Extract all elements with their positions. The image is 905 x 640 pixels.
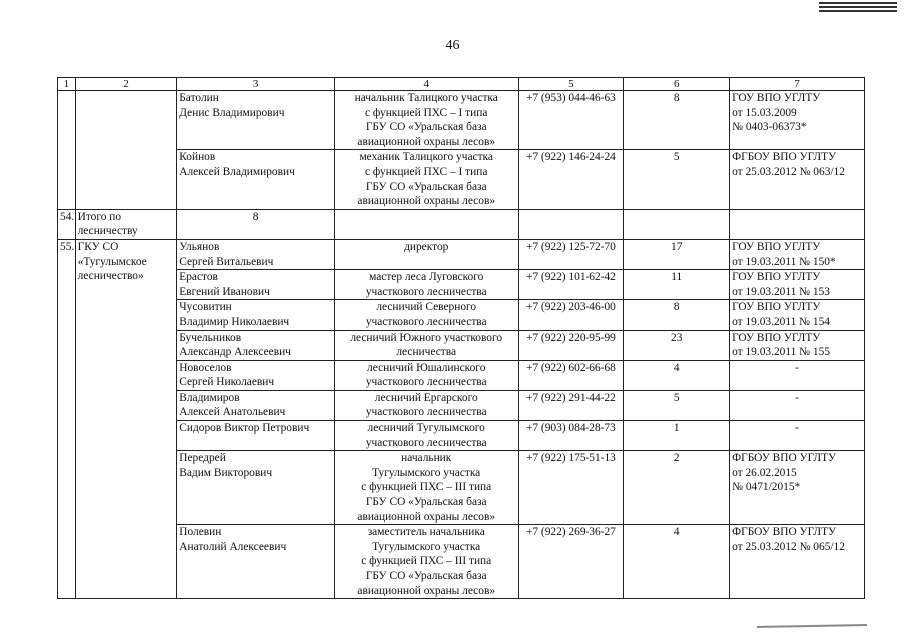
table-row bbox=[58, 525, 865, 599]
position-line: авиационной охраны лесов» bbox=[357, 584, 496, 597]
position-line: с функцией ПХС – III типа bbox=[361, 555, 492, 568]
position-cell bbox=[334, 390, 518, 420]
person-name-line: Сидоров Виктор Петрович bbox=[179, 422, 310, 435]
position-line: участкового лесничества bbox=[365, 315, 487, 328]
phone-cell: +7 (922) 220-95-99 bbox=[518, 330, 624, 360]
column-header: 6 bbox=[624, 78, 730, 91]
education-cell bbox=[730, 525, 865, 599]
position-cell bbox=[334, 451, 518, 525]
total-count-cell bbox=[177, 209, 335, 239]
scan-edge-mark bbox=[819, 10, 897, 12]
person-name-cell bbox=[177, 330, 335, 360]
education-line: № 0471/2015* bbox=[732, 481, 801, 494]
position-line: заместитель начальника bbox=[367, 526, 485, 539]
table-row bbox=[58, 330, 865, 360]
education-line: № 0403-06373* bbox=[732, 121, 807, 134]
education-line: от 19.03.2011 № 154 bbox=[732, 315, 830, 328]
person-name-line: Передрей bbox=[179, 452, 226, 465]
phone-cell: +7 (922) 125-72-70 bbox=[518, 239, 624, 269]
education-line: ФГБОУ ВПО УГЛТУ bbox=[732, 452, 837, 465]
person-name-line: Вадим Викторович bbox=[179, 466, 273, 479]
position-line: с функцией ПХС – I типа bbox=[365, 165, 488, 178]
person-name-cell bbox=[177, 390, 335, 420]
education-cell bbox=[730, 360, 865, 390]
position-line: лесничий Ергарского bbox=[374, 391, 478, 404]
position-cell bbox=[334, 239, 518, 269]
row-number-cell bbox=[58, 91, 76, 210]
person-name-line: Денис Владимирович bbox=[179, 106, 285, 119]
position-line: с функцией ПХС – I типа bbox=[365, 106, 488, 119]
education-cell bbox=[730, 209, 865, 239]
phone-cell: +7 (922) 146-24-24 bbox=[518, 150, 624, 209]
person-name-line: Полевин bbox=[179, 526, 222, 539]
person-name-cell bbox=[177, 525, 335, 599]
position-line: участкового лесничества bbox=[365, 436, 487, 449]
position-line: лесничий Тугулымского bbox=[367, 422, 485, 435]
education-line: ФГБОУ ВПО УГЛТУ bbox=[732, 151, 837, 164]
education-cell bbox=[730, 239, 865, 269]
position-line: авиационной охраны лесов» bbox=[357, 195, 496, 208]
position-cell bbox=[334, 330, 518, 360]
organization-line: лесничеству bbox=[77, 225, 138, 238]
table-row bbox=[58, 421, 865, 451]
education-line: от 26.02.2015 bbox=[732, 466, 797, 479]
position-cell bbox=[334, 270, 518, 300]
person-name-line: Новоселов bbox=[179, 361, 232, 374]
position-cell bbox=[334, 525, 518, 599]
staff-table bbox=[57, 77, 865, 599]
person-name-line: Анатолий Алексеевич bbox=[179, 540, 287, 553]
person-name-cell bbox=[177, 270, 335, 300]
education-line: - bbox=[795, 391, 799, 404]
phone-cell: +7 (922) 203-46-00 bbox=[518, 300, 624, 330]
signature-mark bbox=[757, 624, 867, 632]
person-name-cell bbox=[177, 421, 335, 451]
experience-cell: 11 bbox=[624, 270, 730, 300]
person-name-line: Чусовитин bbox=[179, 301, 232, 314]
person-name-line: Койнов bbox=[179, 151, 216, 164]
education-cell bbox=[730, 300, 865, 330]
position-line: авиационной охраны лесов» bbox=[357, 135, 496, 148]
phone-cell: +7 (922) 101-62-42 bbox=[518, 270, 624, 300]
education-line: от 25.03.2012 № 063/12 bbox=[732, 165, 845, 178]
education-cell bbox=[730, 390, 865, 420]
education-line: от 19.03.2011 № 153 bbox=[732, 285, 830, 298]
row-number-cell: 54. bbox=[58, 209, 76, 239]
education-line: - bbox=[795, 422, 799, 435]
education-cell bbox=[730, 91, 865, 150]
organization-line: ГКУ СО bbox=[77, 240, 119, 253]
education-line: ГОУ ВПО УГЛТУ bbox=[732, 331, 821, 344]
position-cell bbox=[334, 300, 518, 330]
table-row bbox=[58, 150, 865, 209]
phone-cell bbox=[518, 209, 624, 239]
person-name-cell bbox=[177, 300, 335, 330]
experience-cell: 4 bbox=[624, 525, 730, 599]
person-name-cell bbox=[177, 360, 335, 390]
position-line: участкового лесничества bbox=[365, 406, 487, 419]
table-row bbox=[58, 270, 865, 300]
table-row bbox=[58, 239, 865, 269]
position-line: мастер леса Луговского bbox=[369, 271, 484, 284]
position-line: лесничества bbox=[396, 346, 457, 359]
table-row bbox=[58, 300, 865, 330]
organization-cell bbox=[75, 209, 177, 239]
position-cell bbox=[334, 421, 518, 451]
phone-cell: +7 (953) 044-46-63 bbox=[518, 91, 624, 150]
person-name-line: Батолин bbox=[179, 92, 219, 104]
person-name-line: Алексей Анатольевич bbox=[179, 406, 286, 419]
person-name-line: Александр Алексеевич bbox=[179, 346, 291, 359]
experience-cell: 17 bbox=[624, 239, 730, 269]
position-cell bbox=[334, 209, 518, 239]
scan-edge-mark bbox=[819, 6, 897, 8]
education-line: ГОУ ВПО УГЛТУ bbox=[732, 92, 821, 104]
person-name-line: Владимиров bbox=[179, 391, 240, 404]
position-line: лесничий Юшалинского bbox=[367, 361, 486, 374]
position-line: лесничий Южного участкового bbox=[350, 331, 503, 344]
position-line: ГБУ СО «Уральская база bbox=[365, 570, 487, 582]
education-line: ФГБОУ ВПО УГЛТУ bbox=[732, 526, 837, 539]
position-line: ГБУ СО «Уральская база bbox=[365, 121, 487, 134]
experience-cell bbox=[624, 209, 730, 239]
experience-cell: 5 bbox=[624, 150, 730, 209]
organization-line: Итого по bbox=[77, 210, 122, 223]
education-cell bbox=[730, 330, 865, 360]
position-cell bbox=[334, 150, 518, 209]
position-line: лесничий Северного bbox=[376, 301, 477, 314]
experience-cell: 4 bbox=[624, 360, 730, 390]
position-line: начальник Талицкого участка bbox=[354, 92, 498, 104]
scan-edge-mark bbox=[819, 2, 897, 4]
person-name-line: Евгений Иванович bbox=[179, 285, 270, 298]
position-cell bbox=[334, 91, 518, 150]
page-number: 46 bbox=[445, 38, 460, 53]
phone-cell: +7 (922) 175-51-13 bbox=[518, 451, 624, 525]
education-cell bbox=[730, 421, 865, 451]
position-line: участкового лесничества bbox=[365, 285, 487, 298]
row-number-cell: 55. bbox=[58, 239, 76, 598]
position-line: ГБУ СО «Уральская база bbox=[365, 496, 487, 509]
education-cell bbox=[730, 270, 865, 300]
phone-cell: +7 (922) 269-36-27 bbox=[518, 525, 624, 599]
position-line: начальник bbox=[401, 452, 452, 465]
column-header: 4 bbox=[334, 78, 518, 91]
organization-line: лесничество» bbox=[77, 270, 144, 283]
person-name-cell bbox=[177, 451, 335, 525]
person-name-cell bbox=[177, 239, 335, 269]
education-line: от 19.03.2011 № 150* bbox=[732, 255, 836, 268]
person-name-cell bbox=[177, 150, 335, 209]
position-line: Тугулымского участка bbox=[372, 466, 481, 479]
education-line: от 25.03.2012 № 065/12 bbox=[732, 540, 845, 553]
table-header-row bbox=[58, 78, 865, 91]
table-row bbox=[58, 209, 865, 239]
education-line: от 19.03.2011 № 155 bbox=[732, 346, 830, 359]
position-line: директор bbox=[404, 240, 449, 253]
experience-cell: 8 bbox=[624, 91, 730, 150]
education-cell bbox=[730, 150, 865, 209]
total-count: 8 bbox=[252, 210, 259, 223]
person-name-line: Владимир Николаевич bbox=[179, 315, 290, 328]
person-name-cell bbox=[177, 91, 335, 150]
person-name-line: Алексей Владимирович bbox=[179, 165, 295, 178]
phone-cell: +7 (922) 602-66-68 bbox=[518, 360, 624, 390]
experience-cell: 1 bbox=[624, 421, 730, 451]
column-header: 2 bbox=[75, 78, 177, 91]
organization-cell bbox=[75, 239, 177, 598]
table-row bbox=[58, 360, 865, 390]
phone-cell: +7 (922) 291-44-22 bbox=[518, 390, 624, 420]
education-line: ГОУ ВПО УГЛТУ bbox=[732, 271, 821, 284]
column-header: 1 bbox=[58, 78, 76, 91]
education-cell bbox=[730, 451, 865, 525]
organization-line: «Тугулымское bbox=[77, 255, 147, 268]
education-line: ГОУ ВПО УГЛТУ bbox=[732, 240, 821, 253]
position-line: авиационной охраны лесов» bbox=[357, 510, 496, 523]
position-cell bbox=[334, 360, 518, 390]
experience-cell: 23 bbox=[624, 330, 730, 360]
experience-cell: 2 bbox=[624, 451, 730, 525]
person-name-line: Сергей Николаевич bbox=[179, 376, 275, 389]
position-line: Тугулымского участка bbox=[372, 540, 481, 553]
position-line: с функцией ПХС – III типа bbox=[361, 481, 492, 494]
column-header: 7 bbox=[730, 78, 865, 91]
table-row bbox=[58, 390, 865, 420]
organization-cell bbox=[75, 91, 177, 210]
column-header: 5 bbox=[518, 78, 624, 91]
person-name-line: Бучельников bbox=[179, 331, 242, 344]
position-line: механик Талицкого участка bbox=[359, 151, 493, 164]
position-line: участкового лесничества bbox=[365, 376, 487, 389]
person-name-line: Ульянов bbox=[179, 240, 220, 253]
table-row bbox=[58, 91, 865, 150]
education-line: - bbox=[795, 361, 799, 374]
column-header: 3 bbox=[177, 78, 335, 91]
education-line: ГОУ ВПО УГЛТУ bbox=[732, 301, 821, 314]
education-line: от 15.03.2009 bbox=[732, 106, 797, 119]
person-name-line: Сергей Витальевич bbox=[179, 255, 274, 268]
position-line: ГБУ СО «Уральская база bbox=[365, 180, 487, 193]
experience-cell: 5 bbox=[624, 390, 730, 420]
person-name-line: Ерастов bbox=[179, 271, 218, 284]
table-row bbox=[58, 451, 865, 525]
experience-cell: 8 bbox=[624, 300, 730, 330]
phone-cell: +7 (903) 084-28-73 bbox=[518, 421, 624, 451]
